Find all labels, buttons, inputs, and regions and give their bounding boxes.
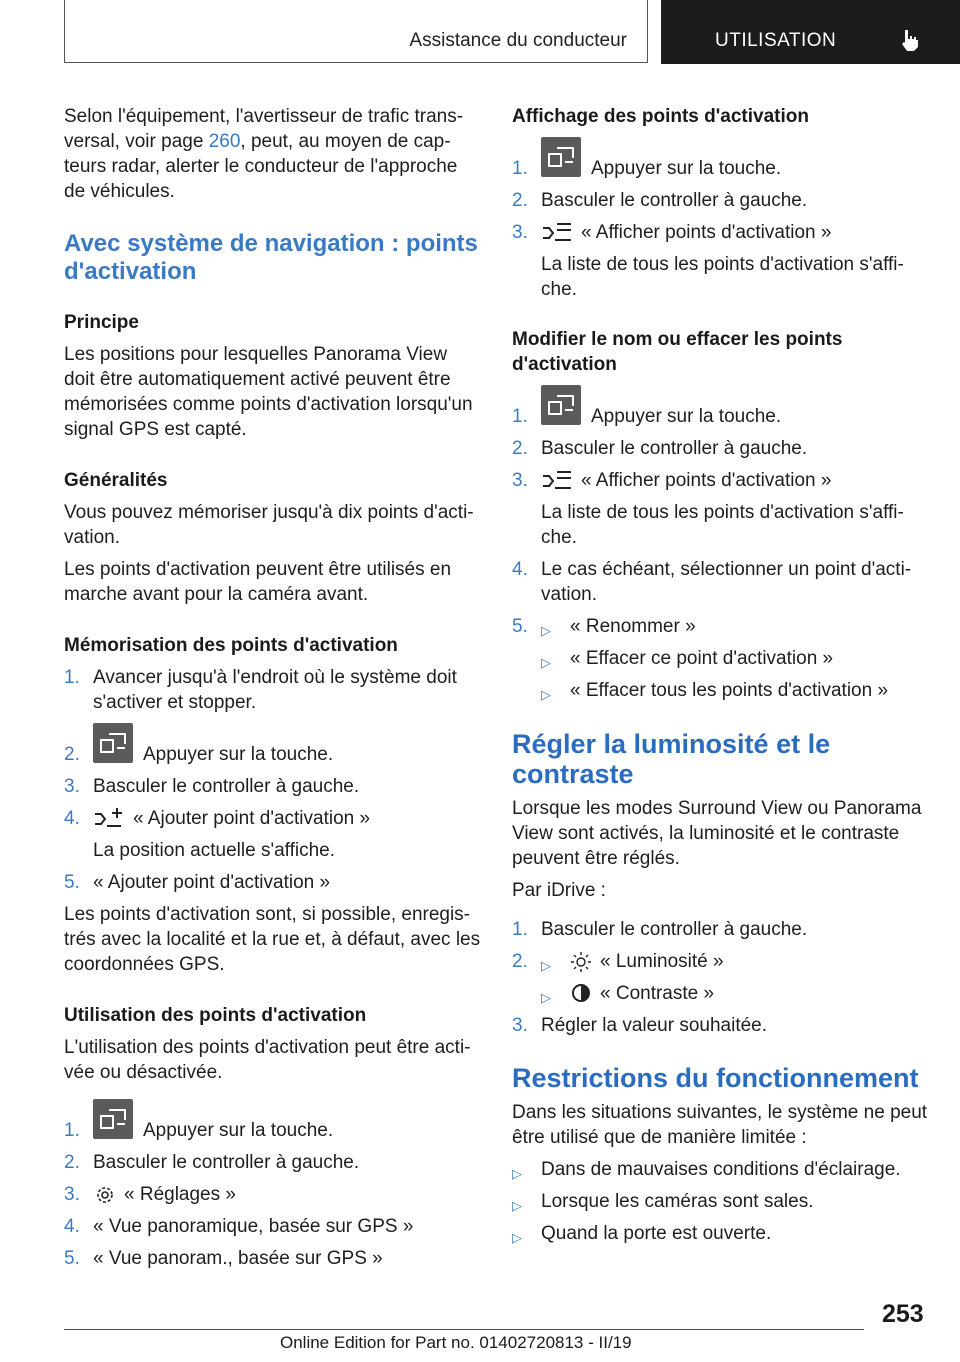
luminosite-paragraph (512, 796, 932, 871)
step-number: 2. (64, 1152, 80, 1173)
intro-paragraph (64, 104, 482, 204)
step-text (93, 665, 457, 715)
step-text: « Afficher points d'activation » (581, 222, 832, 243)
footer-edition: Online Edition for Part no. 01402720813 - II/19 (280, 1333, 632, 1352)
step-text: « Ajouter point d'activation » (133, 808, 371, 829)
option-text: « Effacer ce point d'activation » (570, 648, 834, 669)
text-line: vation. (64, 527, 120, 548)
text-line: être utilisé que de manière limitée : (512, 1127, 807, 1148)
text-line: signal GPS est capté. (64, 419, 247, 440)
option-text: « Effacer tous les points d'activation » (570, 680, 889, 701)
step-number: 2. (512, 190, 528, 211)
step-number: 3. (64, 1184, 80, 1205)
step-text: « Vue panoramique, basée sur GPS » (93, 1216, 414, 1237)
section-heading-luminosite (512, 729, 830, 789)
text-line: La liste de tous les points d'activation s'affi‐ (541, 254, 904, 275)
bullet-triangle-icon: ▷ (512, 1166, 522, 1181)
subheading-generalites: Généralités (64, 470, 168, 491)
contrast-icon (570, 982, 592, 1004)
step-text: « Vue panoram., basée sur GPS » (93, 1248, 383, 1269)
page-link[interactable]: 260 (208, 131, 241, 152)
bullet-text: Dans de mauvaises conditions d'éclairage. (541, 1159, 901, 1180)
subheading-affichage: Affichage des points d'activation (512, 106, 809, 127)
step-number: 1. (512, 919, 528, 940)
text-line: La liste de tous les points d'activation s'affi‐ (541, 502, 904, 523)
step-text: Appuyer sur la touche. (143, 1120, 334, 1141)
text-line: Avancer jusqu'à l'endroit où le système doit (93, 667, 457, 688)
step-text: Basculer le controller à gauche. (541, 438, 808, 459)
intro-line (64, 129, 482, 154)
generalites-paragraph-2 (64, 557, 482, 607)
camera-add-icon (93, 806, 125, 830)
step-number: 5. (64, 872, 80, 893)
camera-button-icon[interactable] (541, 137, 581, 177)
intro-text: versal, voir page (64, 131, 209, 152)
bullet-text: Quand la porte est ouverte. (541, 1223, 772, 1244)
step-text: « Réglages » (124, 1184, 236, 1205)
text-line: peuvent être réglés. (512, 848, 680, 869)
step-number: 3. (512, 222, 528, 243)
step-subtext (541, 252, 931, 302)
step-subtext (541, 500, 931, 550)
heading-line: Avec système de navigation : points (64, 230, 478, 257)
option-text: « Contraste » (600, 983, 715, 1004)
text-line: Dans les situations suivantes, le système ne peut (512, 1102, 928, 1123)
text-line: Les points d'activation peuvent être utilisés en (64, 559, 452, 580)
step-number: 1. (512, 158, 528, 179)
memorisation-note (64, 902, 482, 977)
step-number: 2. (64, 744, 80, 765)
step-number: 1. (64, 1120, 80, 1141)
text-line: che. (541, 279, 577, 300)
subheading-memorisation: Mémorisation des points d'activation (64, 635, 398, 656)
subheading-utilisation: Utilisation des points d'activation (64, 1005, 367, 1026)
text-line: Le cas échéant, sélectionner un point d'acti‐ (541, 559, 912, 580)
step-text: Appuyer sur la touche. (143, 744, 334, 765)
camera-list-icon (541, 468, 573, 492)
intro-line: Selon l'équipement, l'avertisseur de trafic trans‐ (64, 106, 464, 127)
bullet-triangle-icon: ▷ (512, 1198, 522, 1213)
hand-pointer-icon (897, 27, 923, 53)
step-text: Régler la valeur souhaitée. (541, 1015, 768, 1036)
step-text: Appuyer sur la touche. (591, 406, 782, 427)
text-line: Vous pouvez mémoriser jusqu'à dix points d'acti‐ (64, 502, 474, 523)
text-line: trés avec la localité et la rue et, à défaut, avec les (64, 929, 481, 950)
header-section-box (64, 0, 648, 63)
step-subtext: La position actuelle s'affiche. (93, 840, 335, 861)
idrive-label: Par iDrive : (512, 880, 606, 901)
camera-button-icon[interactable] (93, 1099, 133, 1139)
step-number: 2. (512, 438, 528, 459)
principe-paragraph (64, 342, 482, 442)
bullet-triangle-icon: ▷ (541, 687, 551, 702)
restrictions-paragraph (512, 1100, 942, 1150)
step-text: Basculer le controller à gauche. (541, 190, 808, 211)
subheading-modifier (512, 327, 842, 377)
bullet-triangle-icon: ▷ (512, 1230, 522, 1245)
step-text: Basculer le controller à gauche. (541, 919, 808, 940)
header-chapter-tab (661, 0, 960, 64)
utilisation-paragraph (64, 1035, 482, 1085)
bullet-text: Lorsque les caméras sont sales. (541, 1191, 814, 1212)
step-number: 4. (512, 559, 528, 580)
step-number: 2. (512, 951, 528, 972)
text-line: vée ou désactivée. (64, 1062, 223, 1083)
text-line: Les positions pour lesquelles Panorama View (64, 344, 448, 365)
camera-button-icon[interactable] (541, 385, 581, 425)
bullet-triangle-icon: ▷ (541, 655, 551, 670)
text-line: View sont activés, la luminosité et le contraste (512, 823, 900, 844)
bullet-triangle-icon: ▷ (541, 990, 551, 1005)
page-number: 253 (882, 1300, 924, 1328)
step-text: Basculer le controller à gauche. (93, 776, 360, 797)
step-text (541, 557, 931, 607)
text-line: vation. (541, 584, 597, 605)
text-line: s'activer et stopper. (93, 692, 257, 713)
intro-line: de véhicules. (64, 181, 175, 202)
text-line: coordonnées GPS. (64, 954, 225, 975)
option-text: « Luminosité » (600, 951, 724, 972)
generalites-paragraph (64, 500, 482, 550)
step-text: Appuyer sur la touche. (591, 158, 782, 179)
heading-line: d'activation (512, 354, 617, 375)
camera-list-icon (541, 220, 573, 244)
step-text: « Ajouter point d'activation » (93, 872, 331, 893)
section-heading-navigation (64, 230, 478, 286)
step-text: « Afficher points d'activation » (581, 470, 832, 491)
bullet-triangle-icon: ▷ (541, 623, 551, 638)
intro-line: teurs radar, alerter le conducteur de l'approche (64, 156, 458, 177)
heading-line: Régler la luminosité et le (512, 729, 831, 759)
text-line: doit être automatiquement activé peuvent être (64, 369, 451, 390)
subheading-principe: Principe (64, 312, 139, 333)
text-line: Les points d'activation sont, si possible, enregis‐ (64, 904, 471, 925)
option-text: « Renommer » (570, 616, 696, 637)
heading-line: Modifier le nom ou effacer les points (512, 329, 843, 350)
intro-text: , peut, au moyen de cap‐ (240, 131, 451, 152)
camera-button-icon[interactable] (93, 723, 133, 763)
heading-line: d'activation (64, 258, 197, 285)
text-line: Lorsque les modes Surround View ou Panorama (512, 798, 922, 819)
step-number: 1. (512, 406, 528, 427)
header-section-title: Assistance du conducteur (409, 30, 627, 51)
step-number: 3. (64, 776, 80, 797)
step-number: 3. (512, 1015, 528, 1036)
text-line: che. (541, 527, 577, 548)
step-number: 1. (64, 667, 80, 688)
brightness-icon (570, 951, 592, 973)
step-number: 4. (64, 808, 80, 829)
text-line: mémorisées comme points d'activation lorsqu'un (64, 394, 473, 415)
heading-line: contraste (512, 759, 634, 789)
bullet-triangle-icon: ▷ (541, 958, 551, 973)
step-number: 3. (512, 470, 528, 491)
section-heading-restrictions: Restrictions du fonctionnement (512, 1063, 919, 1093)
gear-icon (94, 1184, 116, 1206)
step-text: Basculer le controller à gauche. (93, 1152, 360, 1173)
step-number: 4. (64, 1216, 80, 1237)
header-chapter-label: UTILISATION (715, 30, 837, 51)
footer-divider (64, 1329, 864, 1330)
step-number: 5. (512, 616, 528, 637)
text-line: L'utilisation des points d'activation peut être acti‐ (64, 1037, 471, 1058)
step-number: 5. (64, 1248, 80, 1269)
text-line: marche avant pour la caméra avant. (64, 584, 369, 605)
